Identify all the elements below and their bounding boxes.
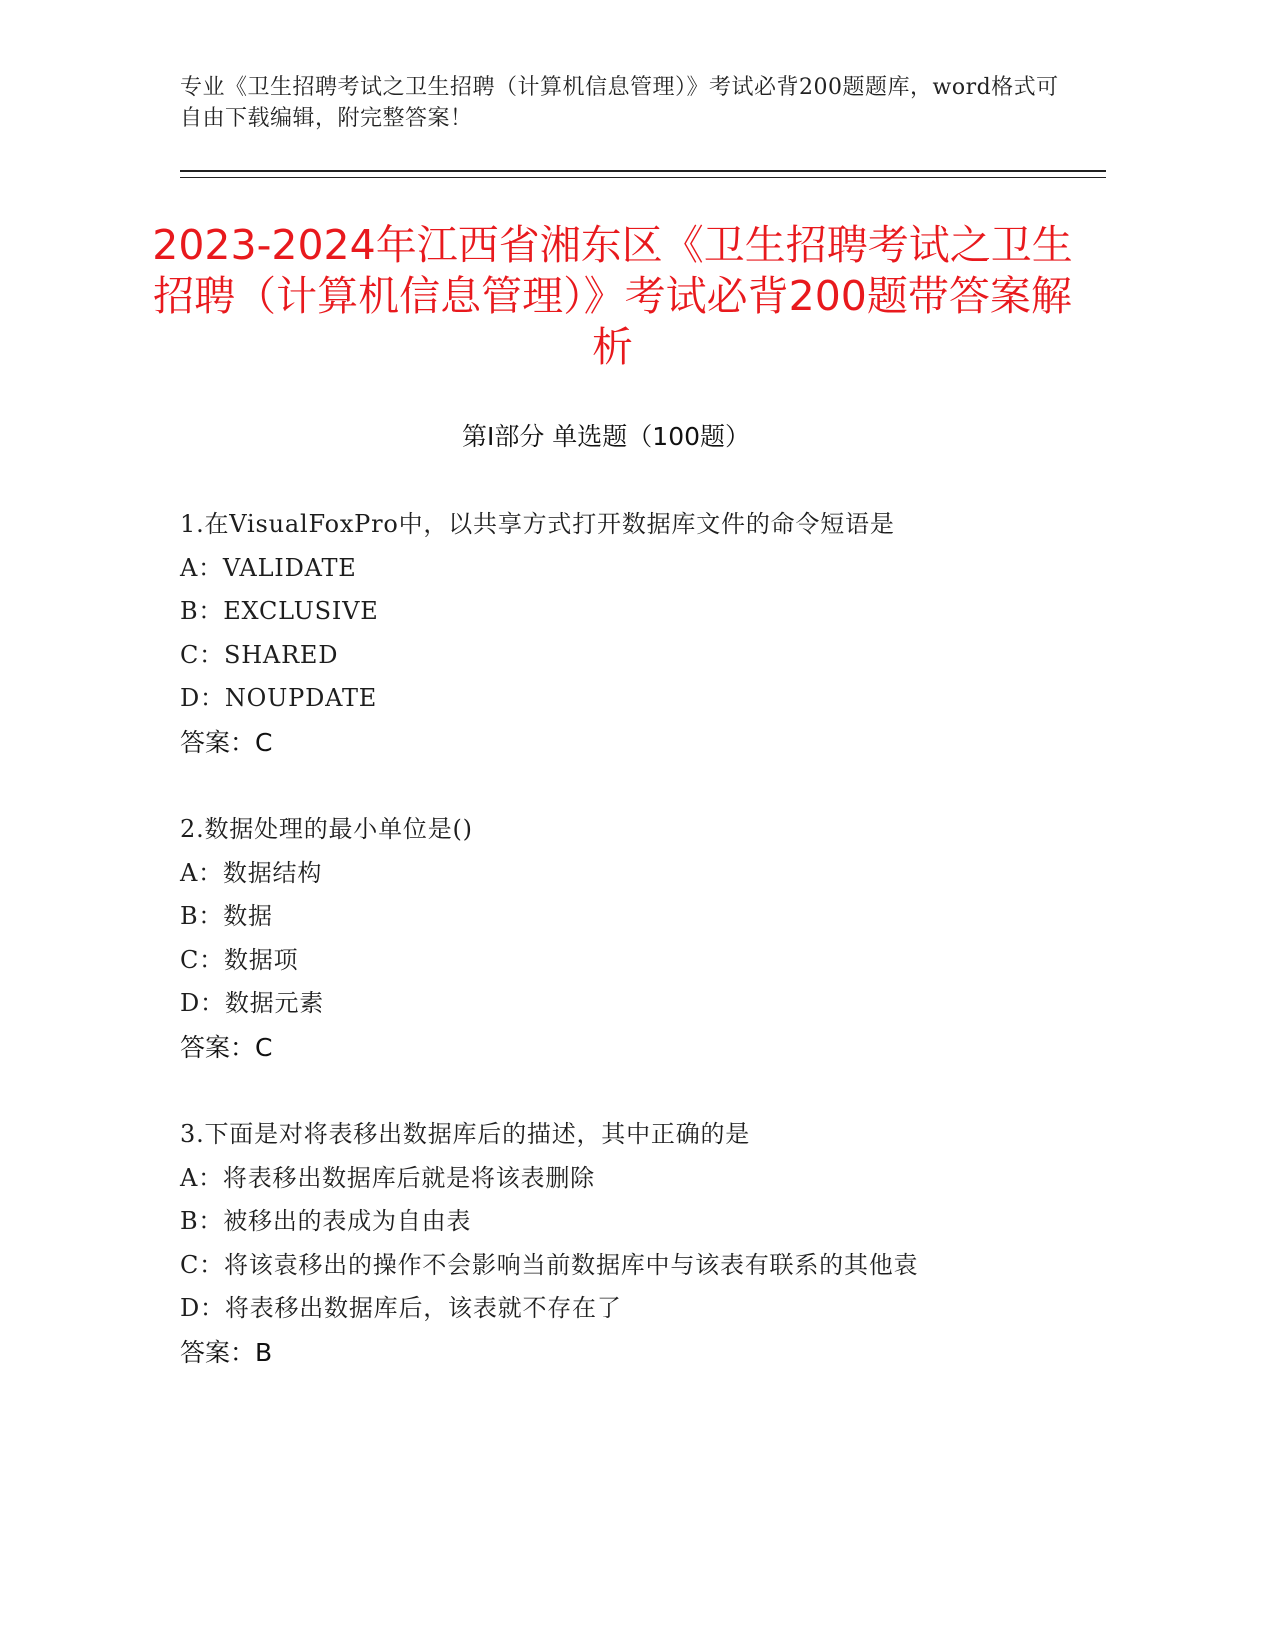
answer-line: 答案：C (180, 727, 273, 757)
option-b: B：数据 (180, 902, 273, 930)
header-rule-thin (180, 177, 1106, 178)
option-d: D：NOUPDATE (180, 684, 378, 712)
option-d: D：数据元素 (180, 989, 325, 1017)
document-title: 2023-2024年江西省湘东区《卫生招聘考试之卫生招聘（计算机信息管理）》考试必背200题带答案解析 (152, 221, 1073, 371)
option-c: C：SHARED (180, 640, 339, 669)
option-b: B：被移出的表成为自由表 (180, 1207, 472, 1235)
option-a: A：VALIDATE (180, 553, 357, 582)
option-d: D：将表移出数据库后，该表就不存在了 (180, 1294, 622, 1322)
question-text: 3.下面是对将表移出数据库后的描述，其中正确的是 (180, 1120, 751, 1148)
header-rule-thick (180, 170, 1106, 172)
question-text: 1.在VisualFoxPro中，以共享方式打开数据库文件的命令短语是 (180, 510, 895, 538)
option-a: A：将表移出数据库后就是将该表删除 (180, 1163, 595, 1192)
question-item (180, 808, 1080, 1069)
section-heading: 第I部分 单选题（100题） (461, 422, 751, 451)
option-c: C：将该袁移出的操作不会影响当前数据库中与该表有联系的其他袁 (180, 1250, 919, 1279)
option-b: B：EXCLUSIVE (180, 597, 379, 625)
question-item (180, 1113, 1080, 1374)
answer-line: 答案：C (180, 1032, 273, 1062)
question-item (180, 503, 1080, 764)
option-c: C：数据项 (180, 945, 299, 974)
question-text: 2.数据处理的最小单位是() (180, 815, 473, 843)
option-a: A：数据结构 (180, 858, 323, 887)
header-note: 专业《卫生招聘考试之卫生招聘（计算机信息管理）》考试必背200题题库，word格式可自由下载编辑，附完整答案！ (180, 75, 1059, 131)
answer-line: 答案：B (180, 1337, 273, 1367)
